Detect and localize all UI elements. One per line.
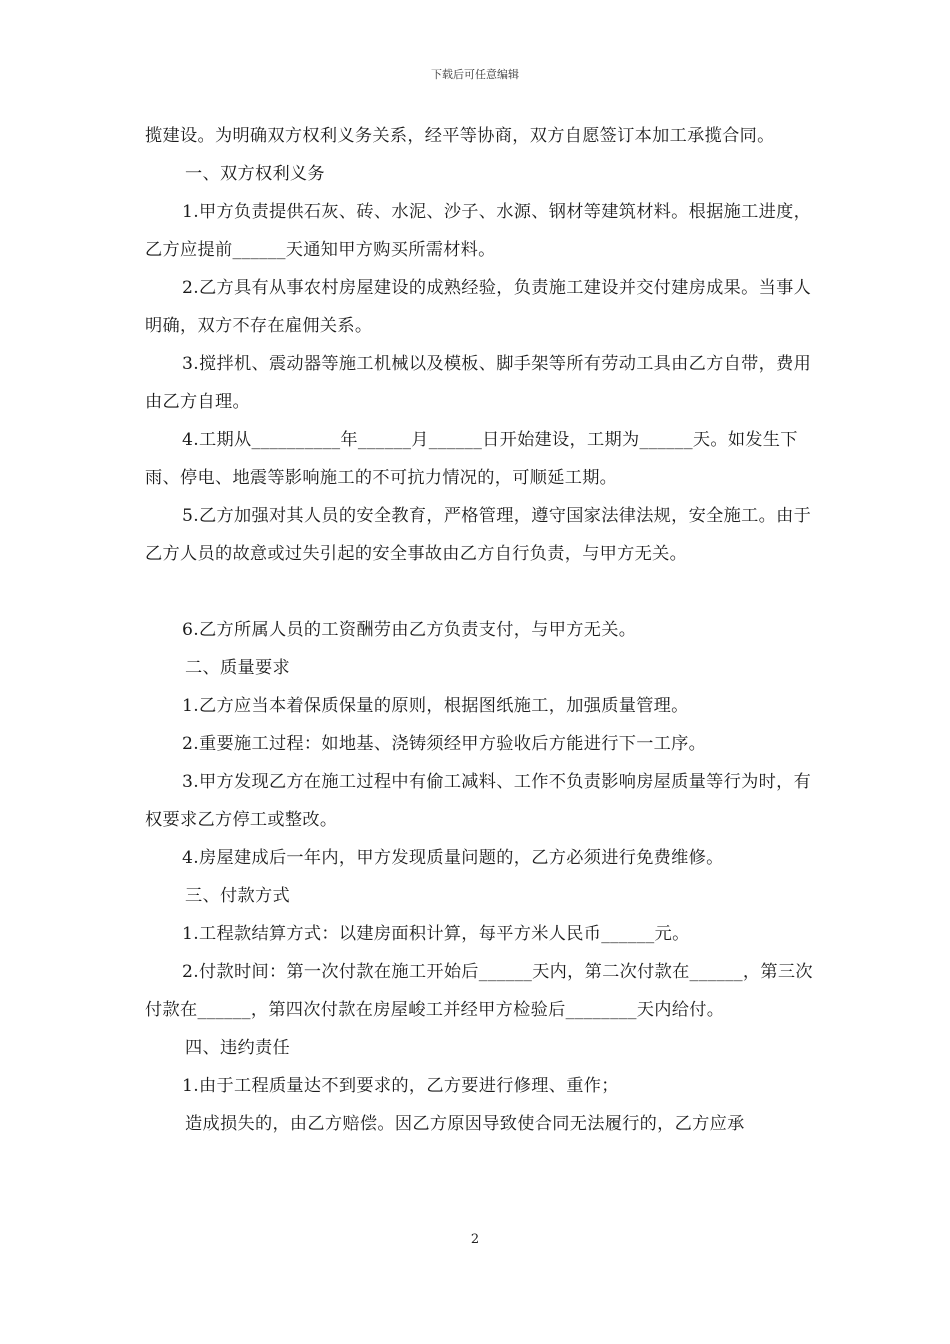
clause-3-1: 1.工程款结算方式：以建房面积计算，每平方米人民币______元。 (182, 924, 690, 944)
clause-1-3: 3.搅拌机、震动器等施工机械以及模板、脚手架等所有劳动工具由乙方自带，费用由乙方自理。 (145, 354, 812, 412)
page-header: 下载后可任意编辑 (431, 68, 519, 81)
clause-4-1-continued: 造成损失的，由乙方赔偿。因乙方原因导致使合同无法履行的，乙方应承 (185, 1114, 745, 1134)
clause-1-2: 2.乙方具有从事农村房屋建设的成熟经验，负责施工建设并交付建房成果。当事人明确，双方不存在雇佣关系。 (145, 278, 812, 336)
document-body (145, 117, 817, 1143)
section-heading-rights: 一、双方权利义务 (185, 164, 325, 184)
clause-3-2: 2.付款时间：第一次付款在施工开始后______天内，第二次付款在______，第三次付款在______，第四次付款在房屋峻工并经甲方检验后________天内给付。 (145, 962, 813, 1020)
clause-4-1: 1.由于工程质量达不到要求的，乙方要进行修理、重作； (182, 1076, 619, 1096)
clause-1-5: 5.乙方加强对其人员的安全教育，严格管理，遵守国家法律法规，安全施工。由于乙方人员的故意或过失引起的安全事故由乙方自行负责，与甲方无关。 (145, 506, 812, 564)
clause-2-1: 1.乙方应当本着保质保量的原则，根据图纸施工，加强质量管理。 (182, 696, 689, 716)
clause-2-2: 2.重要施工过程：如地基、浇铸须经甲方验收后方能进行下一工序。 (182, 734, 707, 754)
page-number: 2 (470, 1232, 480, 1247)
section-heading-liability: 四、违约责任 (185, 1038, 290, 1058)
section-heading-payment: 三、付款方式 (185, 886, 290, 906)
clause-1-1: 1.甲方负责提供石灰、砖、水泥、沙子、水源、钢材等建筑材料。根据施工进度，乙方应提前______天通知甲方购买所需材料。 (145, 202, 812, 260)
clause-1-6: 6.乙方所属人员的工资酬劳由乙方负责支付，与甲方无关。 (182, 620, 637, 640)
clause-1-4: 4.工期从__________年______月______日开始建设，工期为______天。如发生下雨、停电、地震等影响施工的不可抗力情况的，可顺延工期。 (145, 430, 798, 488)
clause-2-4: 4.房屋建成后一年内，甲方发现质量问题的，乙方必须进行免费维修。 (182, 848, 724, 868)
paragraph-intro: 揽建设。为明确双方权利义务关系，经平等协商，双方自愿签订本加工承揽合同。 (145, 126, 775, 146)
section-heading-quality: 二、质量要求 (185, 658, 290, 678)
paragraph-gap (145, 573, 817, 611)
clause-2-3: 3.甲方发现乙方在施工过程中有偷工减料、工作不负责影响房屋质量等行为时，有权要求乙方停工或整改。 (145, 772, 812, 830)
